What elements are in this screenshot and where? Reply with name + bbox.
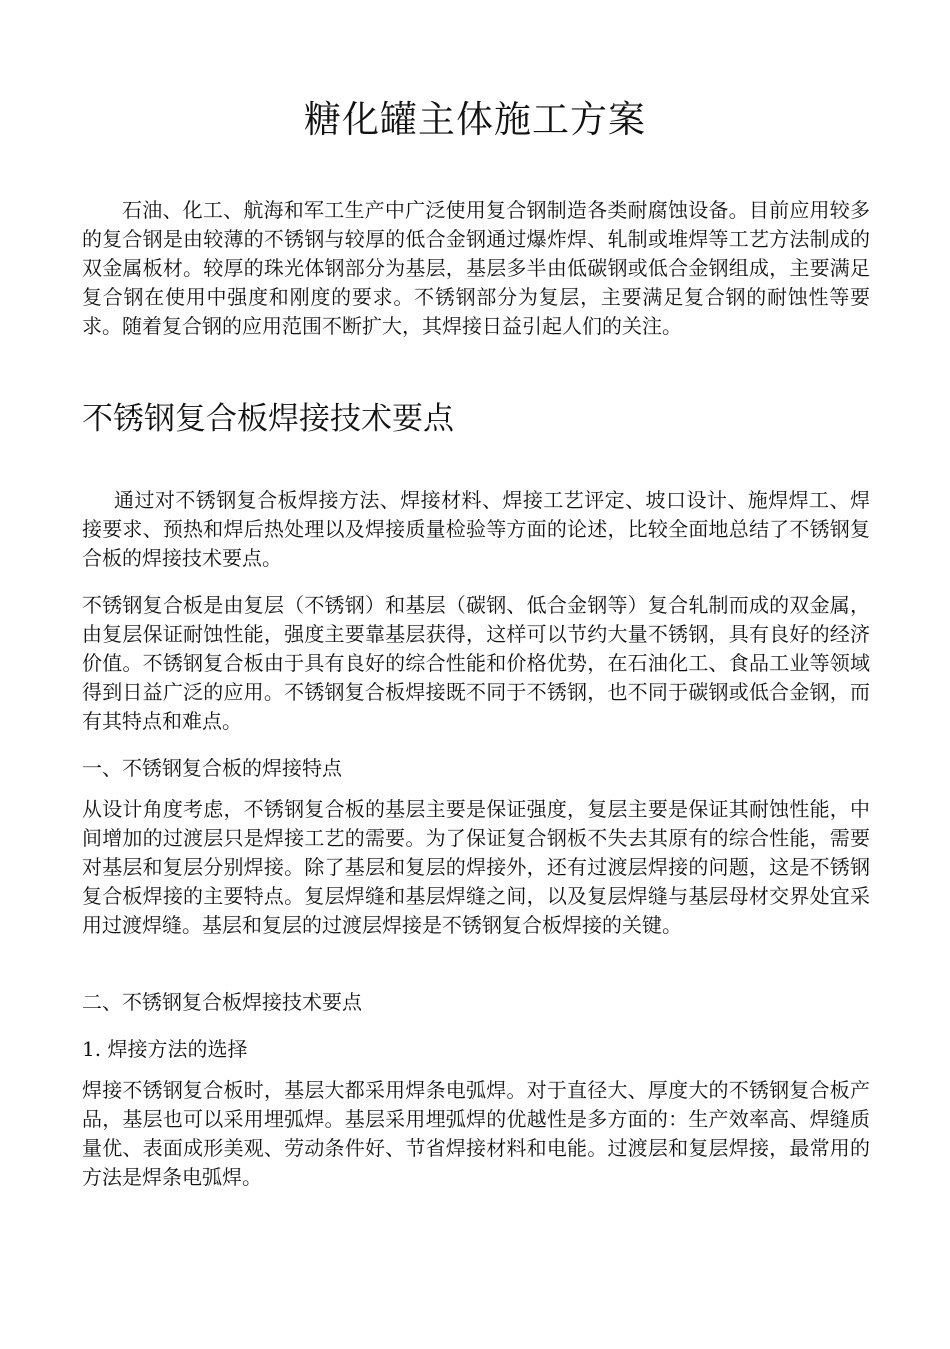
heading-two-one: 1. 焊接方法的选择 bbox=[82, 1037, 248, 1061]
characteristics-paragraph: 从设计角度考虑，不锈钢复合板的基层主要是保证强度，复层主要是保证其耐蚀性能，中间增加的过渡层只是焊接工艺的需要。为了保证复合钢板不失去其原有的综合性能，需要对基层和复层分别焊接。除了基层和复层的焊接外，还有过渡层焊接的问题，这是不锈钢复合板焊接的主要特点。复层焊缝和基层焊缝之间，以及复层焊缝与基层母材交界处宜采用过渡焊缝。基层和复层的过渡层焊接是不锈钢复合板焊接的关键。 bbox=[82, 797, 870, 937]
intro-paragraph: 石油、化工、航海和军工生产中广泛使用复合钢制造各类耐腐蚀设备。目前应用较多的复合钢是由较薄的不锈钢与较厚的低合金钢通过爆炸焊、轧制或堆焊等工艺方法制成的双金属板材。较厚的珠光体钢部分为基层，基层多半由低碳钢或低合金钢组成，主要满足复合钢在使用中强度和刚度的要求。不锈钢部分为复层，主要满足复合钢的耐蚀性等要求。随着复合钢的应用范围不断扩大，其焊接日益引起人们的关注。 bbox=[82, 198, 870, 338]
method-paragraph: 焊接不锈钢复合板时，基层大都采用焊条电弧焊。对于直径大、厚度大的不锈钢复合板产品，基层也可以采用埋弧焊。基层采用埋弧焊的优越性是多方面的：生产效率高、焊缝质量优、表面成形美观、劳动条件好、节省焊接材料和电能。过渡层和复层焊接，最常用的方法是焊条电弧焊。 bbox=[82, 1078, 870, 1189]
document-title: 糖化罐主体施工方案 bbox=[304, 98, 646, 141]
heading-one: 一、不锈钢复合板的焊接特点 bbox=[82, 756, 342, 780]
definition-paragraph: 不锈钢复合板是由复层（不锈钢）和基层（碳钢、低合金钢等）复合轧制而成的双金属，由复层保证耐蚀性能，强度主要靠基层获得，这样可以节约大量不锈钢，具有良好的经济价值。不锈钢复合板由于具有良好的综合性能和价格优势，在石油化工、食品工业等领域得到日益广泛的应用。不锈钢复合板焊接既不同于不锈钢，也不同于碳钢或低合金钢，而有其特点和难点。 bbox=[82, 593, 870, 733]
section-heading: 不锈钢复合板焊接技术要点 bbox=[82, 401, 454, 437]
summary-paragraph: 通过对不锈钢复合板焊接方法、焊接材料、焊接工艺评定、坡口设计、施焊焊工、焊接要求、预热和焊后热处理以及焊接质量检验等方面的论述，比较全面地总结了不锈钢复合板的焊接技术要点。 bbox=[82, 488, 870, 570]
heading-two: 二、不锈钢复合板焊接技术要点 bbox=[82, 990, 362, 1014]
